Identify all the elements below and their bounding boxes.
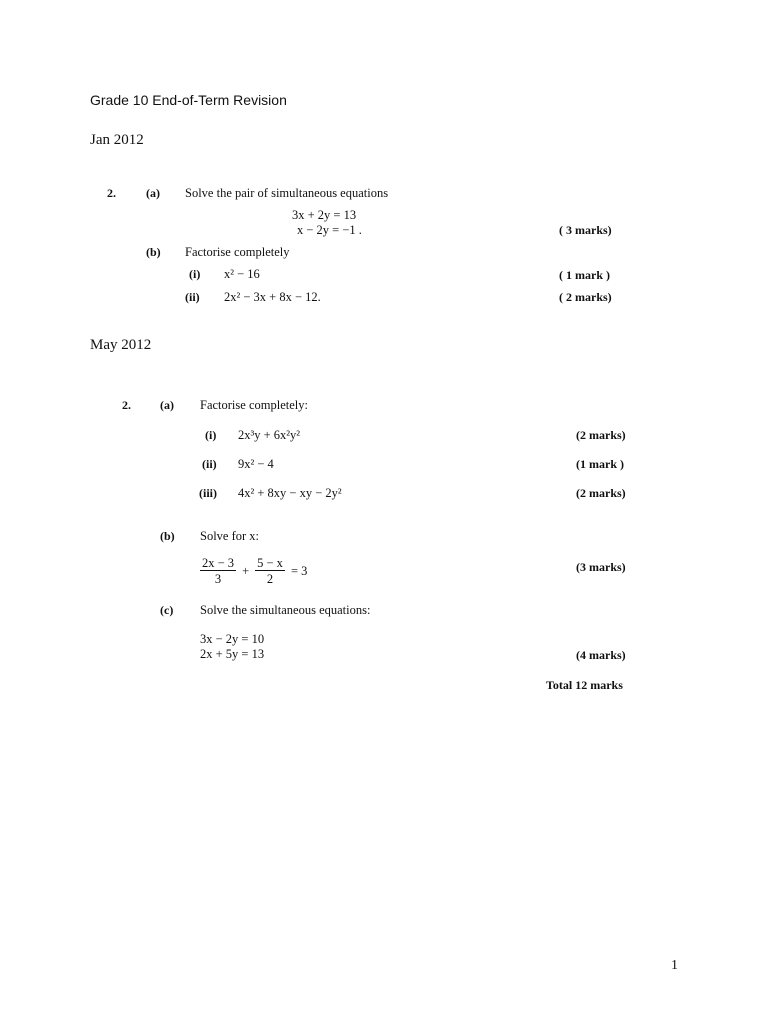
may-b-fraction-1-numerator: 2x − 3 [202, 556, 235, 570]
jan-b-i-marks: ( 1 mark ) [559, 268, 610, 282]
jan-a-equation-2: x − 2y = −1 . [297, 223, 362, 237]
session-may-2012: May 2012 [90, 337, 152, 353]
document-title: Grade 10 End-of-Term Revision [90, 92, 287, 108]
jan-part-a-label: (a) [146, 186, 160, 200]
may-part-a-label: (a) [160, 398, 174, 412]
may-b-fraction-2 [255, 556, 285, 586]
may-a-iii-marks: (2 marks) [576, 486, 626, 500]
jan-b-ii-expression: 2x² − 3x + 8x − 12. [224, 290, 321, 304]
may-a-i-expression: 2x³y + 6x²y² [238, 428, 301, 442]
jan-b-ii-marks: ( 2 marks) [559, 290, 612, 304]
may-a-ii-marks: (1 mark ) [576, 457, 624, 471]
jan-b-ii-label: (ii) [185, 290, 200, 304]
may-b-plus-sign: + [242, 563, 250, 578]
may-a-iii-label: (iii) [199, 486, 217, 500]
may-part-b-label: (b) [160, 529, 175, 543]
may-b-equals: = 3 [290, 563, 308, 578]
may-a-i-marks: (2 marks) [576, 428, 626, 442]
may-c-equation-2: 2x + 5y = 13 [200, 647, 265, 661]
may-a-iii-expression: 4x² + 8xy − xy − 2y² [238, 486, 342, 500]
may-part-c-label: (c) [160, 603, 174, 617]
may-b-equation [200, 556, 307, 586]
page-number: 1 [671, 958, 678, 973]
jan-part-b-label: (b) [146, 245, 161, 259]
may-b-fraction-2-denominator: 2 [266, 572, 274, 586]
jan-b-i-label: (i) [189, 267, 201, 281]
may-part-b-text: Solve for x: [200, 529, 260, 543]
jan-question-number: 2. [107, 186, 116, 200]
jan-part-b-text: Factorise completely [185, 245, 290, 259]
jan-a-marks: ( 3 marks) [559, 223, 612, 237]
may-a-ii-label: (ii) [202, 457, 217, 471]
may-question-number: 2. [122, 398, 131, 412]
may-b-fraction-1-denominator: 3 [214, 572, 222, 586]
may-part-a-text: Factorise completely: [200, 398, 308, 412]
may-c-equation-1: 3x − 2y = 10 [200, 632, 265, 646]
may-a-ii-expression: 9x² − 4 [238, 457, 274, 471]
may-total-marks: Total 12 marks [546, 678, 623, 692]
may-c-marks: (4 marks) [576, 648, 626, 662]
session-jan-2012: Jan 2012 [90, 132, 144, 148]
jan-b-i-expression: x² − 16 [224, 267, 260, 281]
may-a-i-label: (i) [205, 428, 217, 442]
may-b-fraction-2-numerator: 5 − x [257, 556, 283, 570]
jan-a-equation-1: 3x + 2y = 13 [292, 208, 357, 222]
may-b-fraction-1 [200, 556, 236, 586]
may-part-c-text: Solve the simultaneous equations: [200, 603, 371, 617]
may-b-marks: (3 marks) [576, 560, 626, 574]
jan-part-a-text: Solve the pair of simultaneous equations [185, 186, 389, 200]
